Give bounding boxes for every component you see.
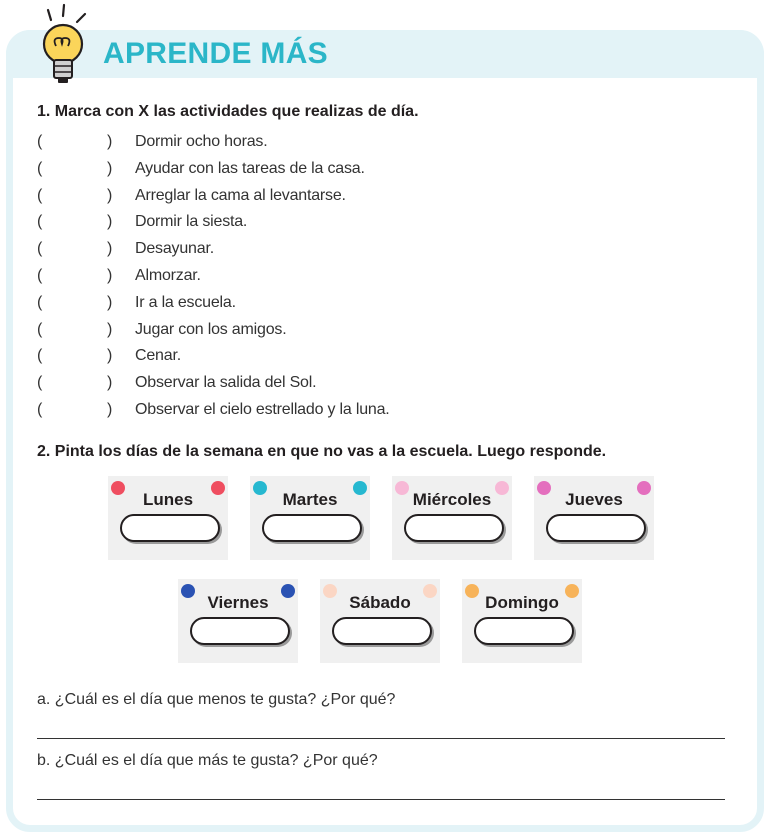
- day-paint-box[interactable]: [474, 617, 574, 645]
- checkbox-close-paren: ): [107, 400, 113, 418]
- activity-item[interactable]: [37, 185, 637, 212]
- day-name: Martes: [282, 490, 338, 509]
- day-card-sabado[interactable]: [320, 579, 440, 663]
- checkbox-open-paren: (: [37, 266, 43, 284]
- question-b: b. ¿Cuál es el día que más te gusta? ¿Por qué?: [37, 752, 378, 769]
- checkbox-close-paren: ): [107, 320, 113, 338]
- activity-list: [37, 131, 637, 426]
- day-name: Lunes: [142, 490, 194, 509]
- activity-label: Almorzar.: [135, 266, 201, 284]
- activity-item[interactable]: [37, 399, 637, 426]
- checkbox-open-paren: (: [37, 213, 43, 231]
- day-card-jueves[interactable]: [534, 476, 654, 560]
- section-title: APRENDE MÁS: [103, 37, 328, 70]
- day-card-domingo[interactable]: [462, 579, 582, 663]
- checkbox-close-paren: ): [107, 213, 113, 231]
- checkbox-open-paren: (: [37, 374, 43, 392]
- activity-label: Dormir la siesta.: [135, 213, 248, 231]
- activity-item[interactable]: [37, 211, 637, 238]
- day-name: Sábado: [349, 593, 411, 612]
- checkbox-open-paren: (: [37, 240, 43, 258]
- checkbox-close-paren: ): [107, 293, 113, 311]
- question-1-heading: 1. Marca con X las actividades que realizas de día.: [37, 103, 419, 120]
- day-name: Jueves: [565, 490, 623, 509]
- activity-item[interactable]: [37, 372, 637, 399]
- day-card-lunes[interactable]: [108, 476, 228, 560]
- day-paint-box[interactable]: [190, 617, 290, 645]
- day-card-viernes[interactable]: [178, 579, 298, 663]
- activity-item[interactable]: [37, 238, 637, 265]
- day-card-martes[interactable]: [250, 476, 370, 560]
- activity-label: Jugar con los amigos.: [135, 320, 287, 338]
- checkbox-open-paren: (: [37, 186, 43, 204]
- checkbox-open-paren: (: [37, 320, 43, 338]
- activity-label: Ir a la escuela.: [135, 293, 236, 311]
- day-card-miercoles[interactable]: [392, 476, 512, 560]
- lightbulb-icon: [28, 2, 94, 88]
- activity-item[interactable]: [37, 319, 637, 346]
- activity-item[interactable]: [37, 345, 637, 372]
- day-name: Miércoles: [412, 490, 492, 509]
- day-name: Domingo: [485, 593, 559, 612]
- activity-label: Cenar.: [135, 347, 181, 365]
- activity-item[interactable]: [37, 292, 637, 319]
- checkbox-close-paren: ): [107, 159, 113, 177]
- day-paint-box[interactable]: [262, 514, 362, 542]
- checkbox-open-paren: (: [37, 347, 43, 365]
- checkbox-open-paren: (: [37, 159, 43, 177]
- checkbox-close-paren: ): [107, 347, 113, 365]
- checkbox-open-paren: (: [37, 293, 43, 311]
- day-paint-box[interactable]: [404, 514, 504, 542]
- day-paint-box[interactable]: [120, 514, 220, 542]
- question-a: a. ¿Cuál es el día que menos te gusta? ¿Por qué?: [37, 691, 396, 708]
- checkbox-close-paren: ): [107, 266, 113, 284]
- activity-item[interactable]: [37, 131, 637, 158]
- activity-label: Ayudar con las tareas de la casa.: [135, 159, 365, 177]
- activity-label: Desayunar.: [135, 240, 214, 258]
- checkbox-close-paren: ): [107, 240, 113, 258]
- activity-label: Observar el cielo estrellado y la luna.: [135, 400, 390, 418]
- activity-label: Dormir ocho horas.: [135, 133, 268, 150]
- answer-line-b[interactable]: [37, 799, 725, 800]
- activity-item[interactable]: [37, 158, 637, 185]
- checkbox-open-paren: (: [37, 133, 43, 150]
- checkbox-close-paren: ): [107, 186, 113, 204]
- day-name: Viernes: [207, 593, 269, 612]
- day-paint-box[interactable]: [332, 617, 432, 645]
- day-paint-box[interactable]: [546, 514, 646, 542]
- answer-line-a[interactable]: [37, 738, 725, 739]
- question-2-heading: 2. Pinta los días de la semana en que no vas a la escuela. Luego responde.: [37, 443, 607, 460]
- activity-label: Observar la salida del Sol.: [135, 374, 317, 392]
- checkbox-open-paren: (: [37, 400, 43, 418]
- checkbox-close-paren: ): [107, 374, 113, 392]
- activity-label: Arreglar la cama al levantarse.: [135, 186, 346, 204]
- activity-item[interactable]: [37, 265, 637, 292]
- checkbox-close-paren: ): [107, 133, 113, 150]
